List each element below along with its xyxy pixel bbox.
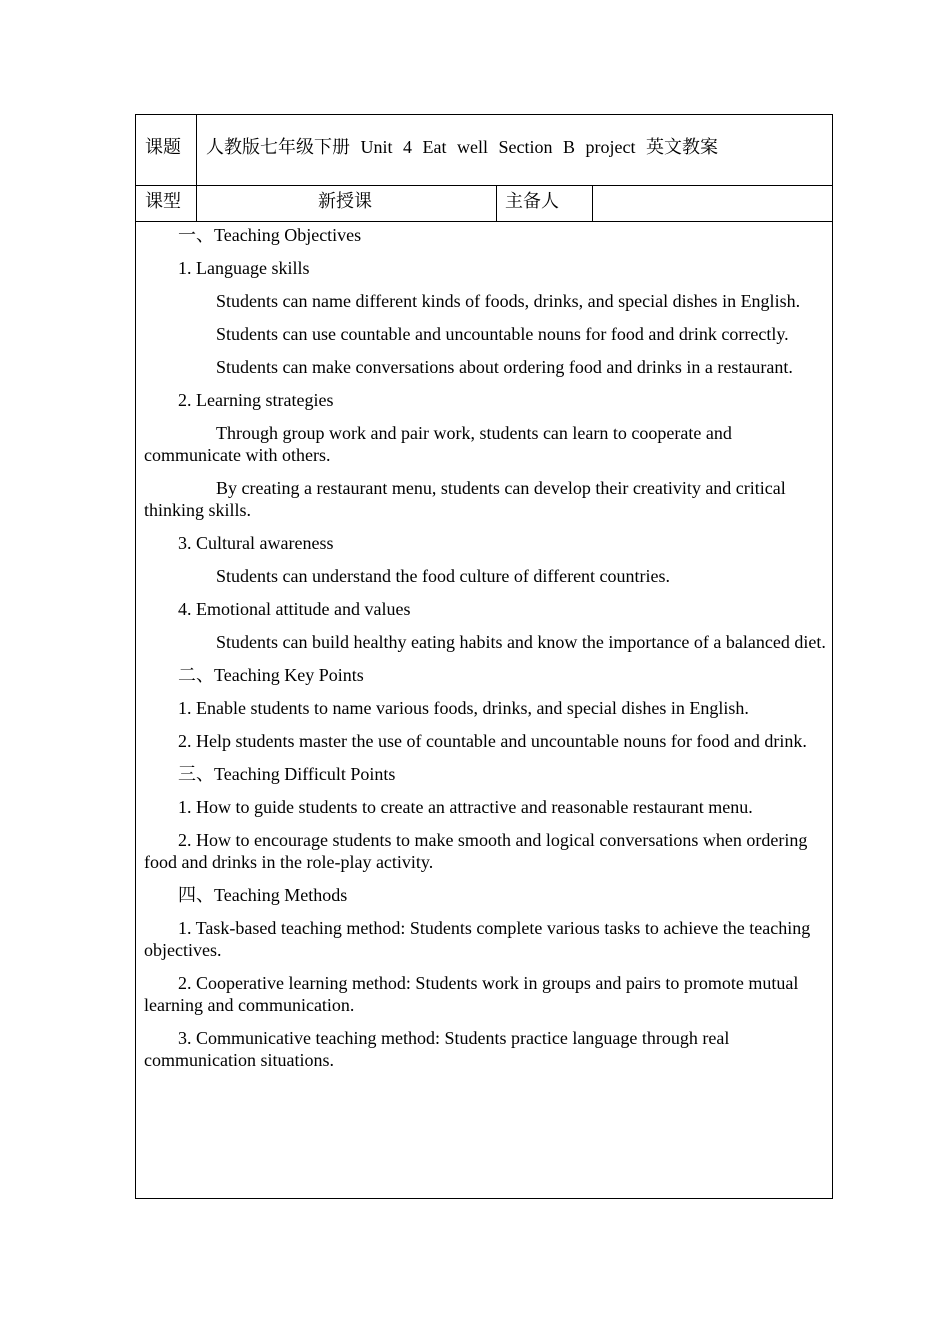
cultural-awareness-1: Students can understand the food culture of different countries. xyxy=(216,566,671,586)
objectives-heading: 一、Teaching Objectives xyxy=(178,225,362,245)
type-value: 新授课 xyxy=(318,191,372,211)
topic-label: 课题 xyxy=(145,137,181,157)
col-divider-label xyxy=(196,114,197,222)
difficult-point-1: 1. How to guide students to create an attractive and reasonable restaurant menu. xyxy=(178,797,753,817)
learning-strategy-2: By creating a restaurant menu, students can develop their creativity and critical thinking skills. xyxy=(144,478,786,520)
difficult-point-2: 2. How to encourage students to make smooth and logical conversations when ordering food and drinks in the role-play activity. xyxy=(144,830,808,872)
teaching-method-3: 3. Communicative teaching method: Students practice language through real communication situations. xyxy=(144,1028,730,1070)
key-point-1: 1. Enable students to name various foods, drinks, and special dishes in English. xyxy=(178,698,749,718)
cultural-awareness-heading: 3. Cultural awareness xyxy=(178,533,334,553)
learning-strategies-heading: 2. Learning strategies xyxy=(178,390,334,410)
difficult-points-heading: 三、Teaching Difficult Points xyxy=(178,764,396,784)
preparer-label: 主备人 xyxy=(505,191,559,211)
topic-value: 人教版七年级下册 Unit 4 Eat well Section B project 英文教案 xyxy=(206,137,718,157)
key-points-heading: 二、Teaching Key Points xyxy=(178,665,364,685)
col-divider-type xyxy=(496,185,497,222)
teaching-method-2: 2. Cooperative learning method: Students work in groups and pairs to promote mutual learning and communication. xyxy=(144,973,799,1015)
lesson-content xyxy=(144,224,826,1082)
row-divider-1 xyxy=(135,185,833,186)
teaching-method-1: 1. Task-based teaching method: Students complete various tasks to achieve the teaching objectives. xyxy=(144,918,811,960)
emotional-attitude-heading: 4. Emotional attitude and values xyxy=(178,599,411,619)
type-label: 课型 xyxy=(145,191,181,211)
learning-strategy-1: Through group work and pair work, students can learn to cooperate and communicate with others. xyxy=(144,423,732,465)
col-divider-preparer xyxy=(592,185,593,222)
language-skill-2: Students can use countable and uncountable nouns for food and drink correctly. xyxy=(216,324,789,344)
language-skill-1: Students can name different kinds of foods, drinks, and special dishes in English. xyxy=(216,291,801,311)
language-skills-heading: 1. Language skills xyxy=(178,258,310,278)
teaching-methods-heading: 四、Teaching Methods xyxy=(178,885,348,905)
row-divider-2 xyxy=(135,221,833,222)
language-skill-3: Students can make conversations about ordering food and drinks in a restaurant. xyxy=(216,357,793,377)
emotional-attitude-1: Students can build healthy eating habits and know the importance of a balanced diet. xyxy=(216,632,826,652)
key-point-2: 2. Help students master the use of countable and uncountable nouns for food and drink. xyxy=(178,731,807,751)
